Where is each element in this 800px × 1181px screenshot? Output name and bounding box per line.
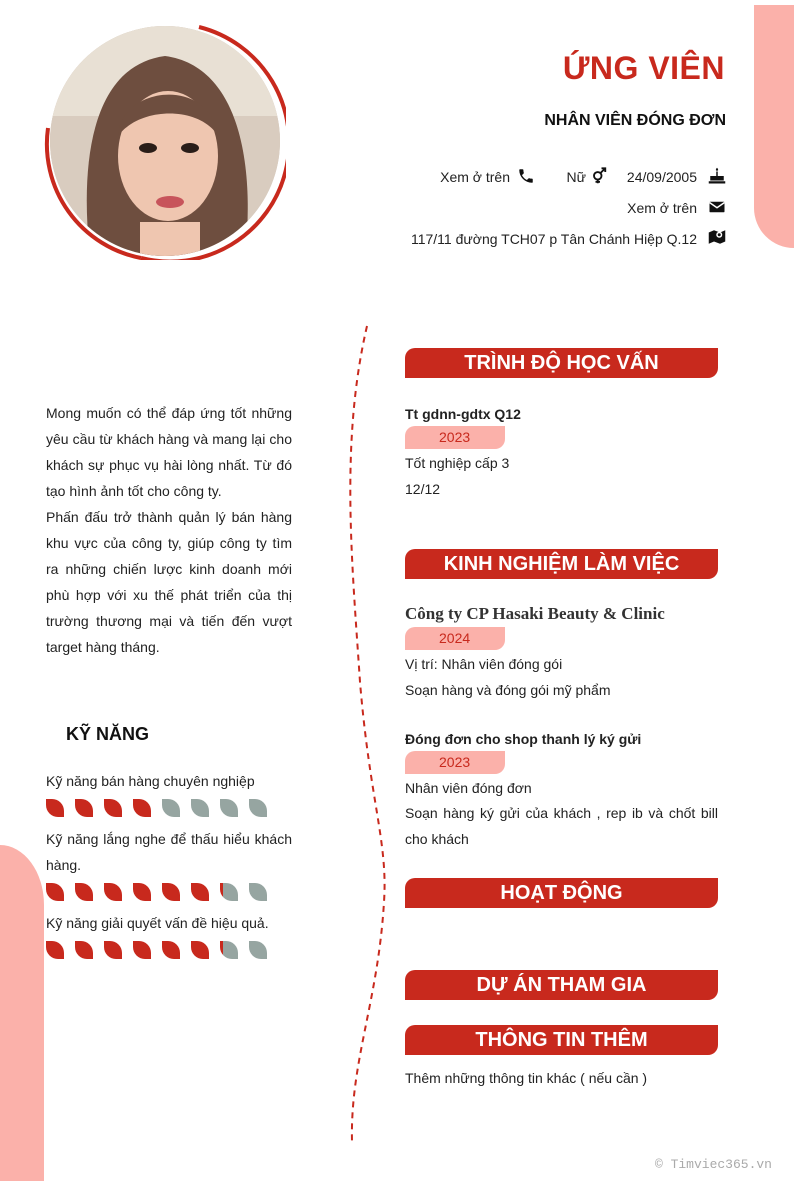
objective-paragraph: Mong muốn có thể đáp ứng tốt những yêu cầu từ khách hàng và mang lại cho khách sự phục vụ hài lòng nhất. Từ đó tạo hình ảnh tốt cho công ty. xyxy=(46,405,292,499)
skill-leaf xyxy=(162,799,180,817)
skill-leaf xyxy=(104,941,122,959)
decorative-shape-top-right xyxy=(754,5,794,248)
map-icon xyxy=(708,228,726,246)
skill-leaf xyxy=(75,883,93,901)
skill-leaf xyxy=(46,941,64,959)
wavy-divider xyxy=(340,322,400,1147)
birthday-cake-icon xyxy=(708,167,726,185)
skill-leaf xyxy=(46,883,64,901)
skill-leaf xyxy=(133,799,151,817)
skill-leaf xyxy=(220,883,238,901)
phone-icon xyxy=(517,167,535,185)
job-role: Nhân viên đóng đơn xyxy=(405,780,532,796)
job-description: Soạn hàng và đóng gói mỹ phẩm xyxy=(405,682,611,698)
skill-rating xyxy=(46,799,267,817)
activities-heading: HOẠT ĐỘNG xyxy=(405,878,718,908)
skill-leaf xyxy=(75,941,93,959)
skill-leaf xyxy=(249,883,267,901)
company-name: Đóng đơn cho shop thanh lý ký gửi xyxy=(405,731,642,747)
skill-rating xyxy=(46,941,267,959)
candidate-name: ỨNG VIÊN xyxy=(562,50,725,86)
job-role: Vị trí: Nhân viên đóng gói xyxy=(405,656,563,672)
skill-leaf xyxy=(249,799,267,817)
copyright-watermark: © Timviec365.vn xyxy=(654,1157,772,1172)
birthday-text: 24/09/2005 xyxy=(626,169,697,185)
address-text: 117/11 đường TCH07 p Tân Chánh Hiệp Q.12 xyxy=(410,231,697,247)
skill-leaf xyxy=(191,883,209,901)
career-objective xyxy=(46,400,292,660)
skills-title: KỸ NĂNG xyxy=(66,724,150,744)
skill-leaf xyxy=(249,941,267,959)
avatar xyxy=(44,24,286,260)
projects-heading: DỰ ÁN THAM GIA xyxy=(405,970,718,1000)
education-heading: TRÌNH ĐỘ HỌC VẤN xyxy=(405,348,718,378)
additional-info-text: Thêm những thông tin khác ( nếu cần ) xyxy=(405,1070,648,1086)
job-position: NHÂN VIÊN ĐÓNG ĐƠN xyxy=(544,112,726,129)
skill-name: Kỹ năng lắng nghe để thấu hiểu khách hàng. xyxy=(46,831,292,873)
skill-leaf xyxy=(220,941,238,959)
education-grade: 12/12 xyxy=(405,481,441,497)
email-icon xyxy=(708,198,726,216)
school-name: Tt gdnn-gdtx Q12 xyxy=(405,406,521,422)
additional-info-heading: THÔNG TIN THÊM xyxy=(405,1025,718,1055)
skill-leaf xyxy=(46,799,64,817)
skill-leaf xyxy=(162,883,180,901)
education-year: 2023 xyxy=(405,426,505,449)
job-year: 2023 xyxy=(405,751,505,774)
skill-leaf xyxy=(75,799,93,817)
job-year: 2024 xyxy=(405,627,505,650)
avatar-photo xyxy=(50,26,280,256)
gender-text: Nữ xyxy=(566,169,586,185)
skill-leaf xyxy=(104,883,122,901)
skill-leaf xyxy=(191,799,209,817)
skill-leaf xyxy=(191,941,209,959)
experience-heading: KINH NGHIỆM LÀM VIỆC xyxy=(405,549,718,579)
skill-leaf xyxy=(133,941,151,959)
phone-text: Xem ở trên xyxy=(440,169,510,185)
skill-leaf xyxy=(104,799,122,817)
education-degree: Tốt nghiệp cấp 3 xyxy=(405,455,510,471)
skill-leaf xyxy=(162,941,180,959)
skill-name: Kỹ năng giải quyết vấn đề hiệu quả. xyxy=(46,915,269,931)
email-text: Xem ở trên xyxy=(627,200,697,216)
gender-icon xyxy=(591,166,609,184)
decorative-shape-bottom-left xyxy=(0,845,44,1181)
skill-name: Kỹ năng bán hàng chuyên nghiệp xyxy=(46,773,255,789)
company-name: Công ty CP Hasaki Beauty & Clinic xyxy=(405,604,665,623)
objective-paragraph: Phấn đấu trở thành quản lý bán hàng khu vực của công ty, giúp công ty tìm ra những chiến lược kinh doanh mới phù hợp với xu thế phát triển của thị trường thương mại và tiến đến vượt target hàng tháng. xyxy=(46,509,292,655)
skill-leaf xyxy=(220,799,238,817)
skill-rating xyxy=(46,883,267,901)
skill-leaf xyxy=(133,883,151,901)
job-description: Soạn hàng ký gửi của khách , rep ib và chốt bill cho khách xyxy=(405,805,718,847)
